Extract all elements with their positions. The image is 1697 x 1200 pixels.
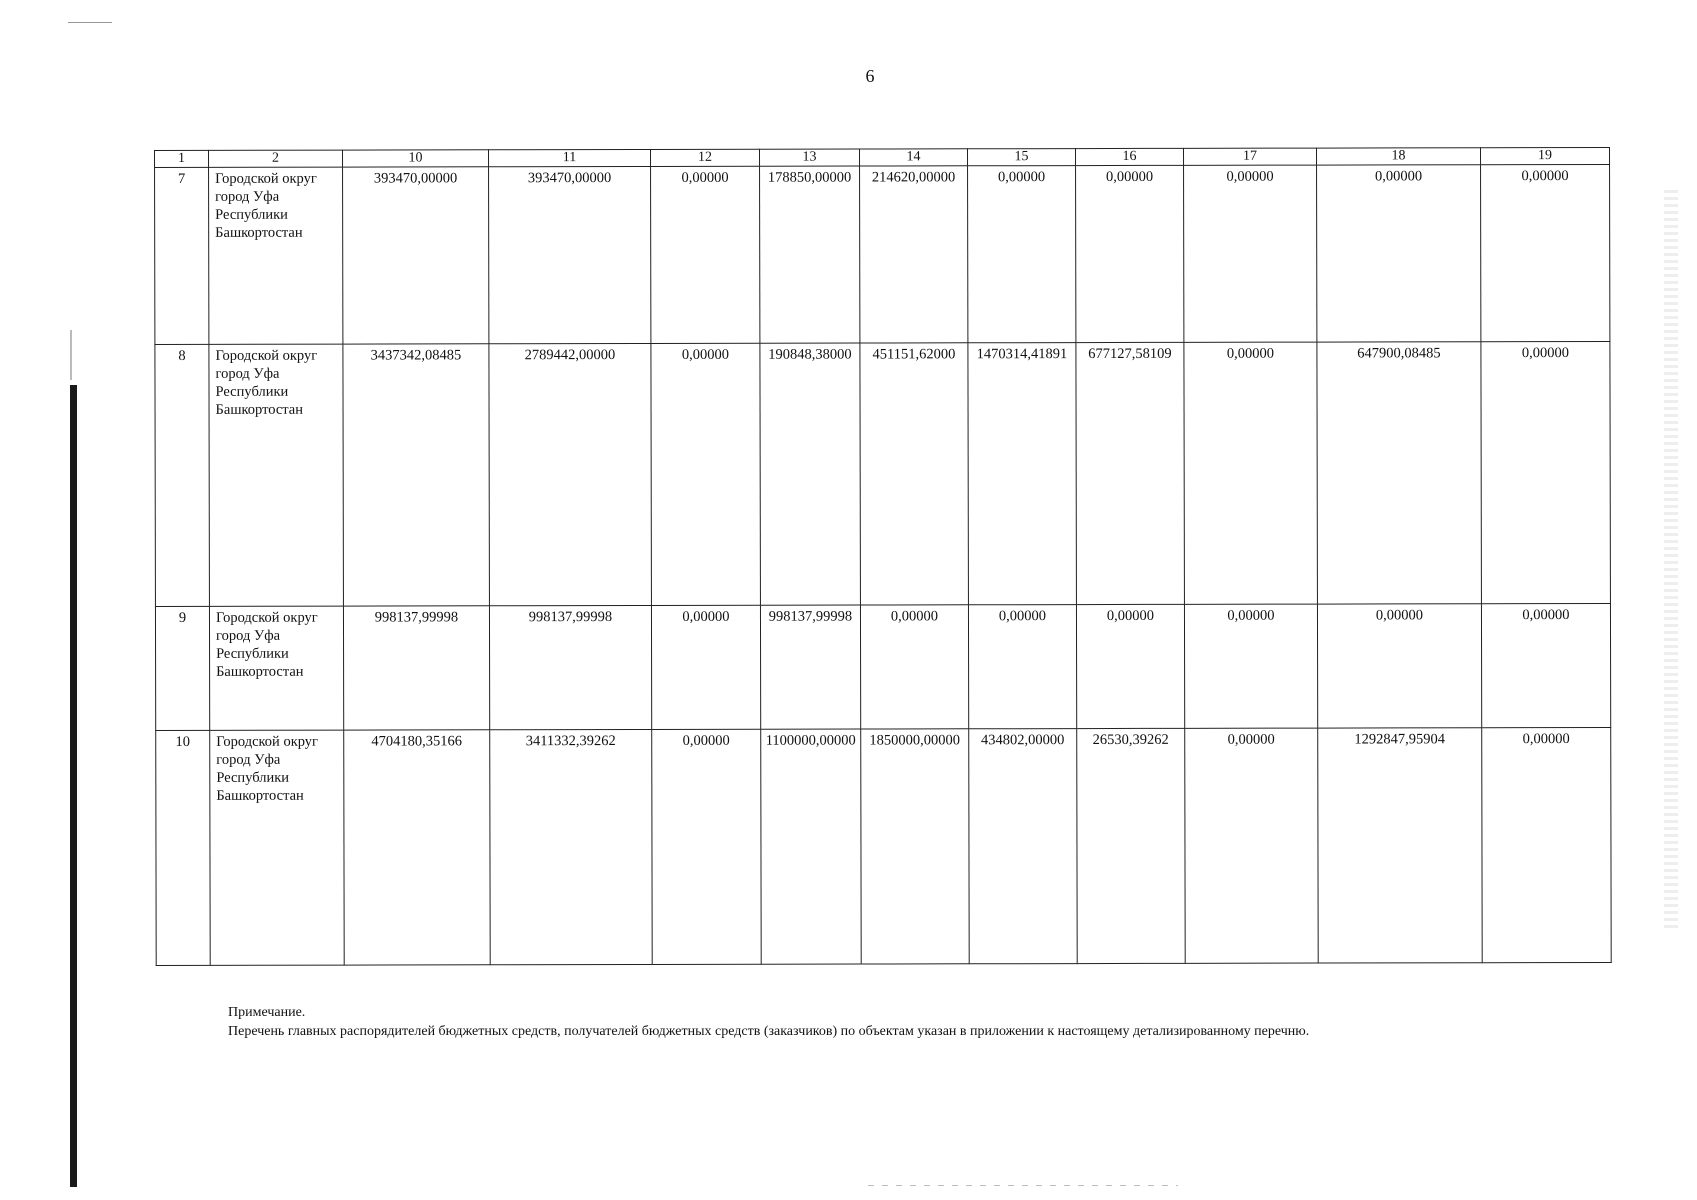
- value-cell: 1850000,00000: [861, 729, 969, 964]
- name-line: город Уфа: [216, 627, 281, 644]
- value-cell: 393470,00000: [489, 166, 651, 343]
- name-line: город Уфа: [215, 188, 280, 205]
- value-cell: 0,00000: [1482, 727, 1611, 962]
- value-cell: 0,00000: [1184, 165, 1317, 342]
- name-line: Башкортостан: [216, 663, 304, 680]
- header-cell: 11: [489, 149, 651, 166]
- header-cell: 16: [1075, 148, 1183, 165]
- value-cell: 647900,08485: [1317, 342, 1482, 604]
- header-cell: 19: [1480, 147, 1609, 164]
- value-cell: 214620,00000: [860, 166, 968, 343]
- data-table-container: [154, 147, 1611, 965]
- name-line: Городской округ: [215, 347, 318, 364]
- value-cell: 26530,39262: [1077, 728, 1185, 963]
- value-cell: 0,00000: [1481, 341, 1611, 603]
- footnote-text: Перечень главных распорядителей бюджетных средств, получателей бюджетных средств (заказчиков) по объектам указан в приложении к настоящему детализированному перечню.: [228, 1024, 1310, 1039]
- value-cell: 998137,99998: [489, 605, 651, 729]
- footnote-title: Примечание.: [228, 1005, 306, 1020]
- value-cell: 0,00000: [652, 729, 761, 964]
- value-cell: 0,00000: [651, 605, 760, 729]
- name-line: Республики: [215, 383, 289, 400]
- value-cell: 451151,62000: [860, 343, 969, 605]
- name-line: Башкортостан: [215, 401, 304, 418]
- value-cell: 998137,99998: [760, 605, 860, 729]
- municipality-name: [210, 730, 344, 965]
- name-line: Городской округ: [216, 733, 319, 750]
- footnote: [228, 1003, 1309, 1041]
- value-cell: 3437342,08485: [343, 344, 490, 606]
- name-line: город Уфа: [216, 751, 281, 768]
- name-line: Республики: [216, 645, 289, 662]
- value-cell: 998137,99998: [343, 606, 489, 730]
- table-row: [155, 164, 1610, 344]
- page-number: 6: [865, 66, 875, 86]
- value-cell: 1100000,00000: [761, 729, 861, 964]
- value-cell: 0,00000: [1481, 164, 1610, 341]
- value-cell: 0,00000: [1076, 604, 1184, 728]
- header-cell: 1: [155, 150, 209, 167]
- header-cell: 12: [650, 149, 759, 166]
- header-cell: 18: [1316, 148, 1480, 165]
- name-line: Башкортостан: [215, 224, 303, 241]
- value-cell: 2789442,00000: [489, 343, 652, 605]
- value-cell: 0,00000: [1184, 604, 1317, 728]
- value-cell: 0,00000: [968, 605, 1076, 729]
- name-line: город Уфа: [215, 365, 280, 382]
- value-cell: 4704180,35166: [344, 730, 490, 965]
- value-cell: 0,00000: [651, 343, 761, 605]
- municipality-name: [209, 606, 343, 730]
- budget-table: [154, 147, 1612, 966]
- value-cell: 0,00000: [1481, 603, 1610, 727]
- value-cell: 0,00000: [1317, 165, 1481, 342]
- value-cell: 190848,38000: [760, 343, 861, 605]
- header-cell: 14: [859, 149, 967, 166]
- name-line: Городской округ: [215, 609, 318, 626]
- scan-corner-mark: [68, 22, 112, 23]
- municipality-name: [209, 344, 344, 606]
- value-cell: 0,00000: [1317, 604, 1481, 728]
- name-line: Республики: [216, 769, 290, 786]
- value-cell: 0,00000: [1076, 165, 1184, 342]
- value-cell: 3411332,39262: [490, 729, 652, 964]
- value-cell: 0,00000: [860, 605, 968, 729]
- scan-edge-line: [70, 330, 72, 380]
- value-cell: 1292847,95904: [1318, 728, 1482, 963]
- name-line: Городской округ: [215, 170, 317, 187]
- table-row: [155, 603, 1610, 730]
- row-number: 10: [156, 730, 210, 965]
- value-cell: 0,00000: [968, 166, 1076, 343]
- table-row: [155, 341, 1611, 606]
- value-cell: 1470314,41891: [968, 343, 1077, 605]
- row-number: 7: [155, 167, 209, 344]
- value-cell: 0,00000: [651, 166, 760, 343]
- header-cell: 15: [967, 149, 1075, 166]
- header-cell: 10: [343, 150, 489, 167]
- value-cell: 178850,00000: [760, 166, 860, 343]
- value-cell: 0,00000: [1185, 728, 1318, 963]
- header-cell: 13: [759, 149, 859, 166]
- header-cell: 2: [209, 150, 343, 167]
- table-row: [156, 727, 1611, 965]
- value-cell: 0,00000: [1184, 342, 1318, 604]
- row-number: 8: [155, 344, 210, 606]
- row-number: 9: [155, 606, 209, 730]
- value-cell: 393470,00000: [343, 167, 489, 344]
- scan-binding-edge: [70, 385, 77, 1187]
- scan-noise-strip: [1664, 190, 1678, 930]
- name-line: Республики: [215, 206, 288, 223]
- header-cell: 17: [1183, 148, 1316, 165]
- value-cell: 677127,58109: [1076, 342, 1185, 604]
- value-cell: 434802,00000: [969, 729, 1077, 964]
- municipality-name: [209, 167, 343, 344]
- name-line: Башкортостан: [216, 787, 304, 804]
- scan-bottom-dots: [868, 1185, 1178, 1186]
